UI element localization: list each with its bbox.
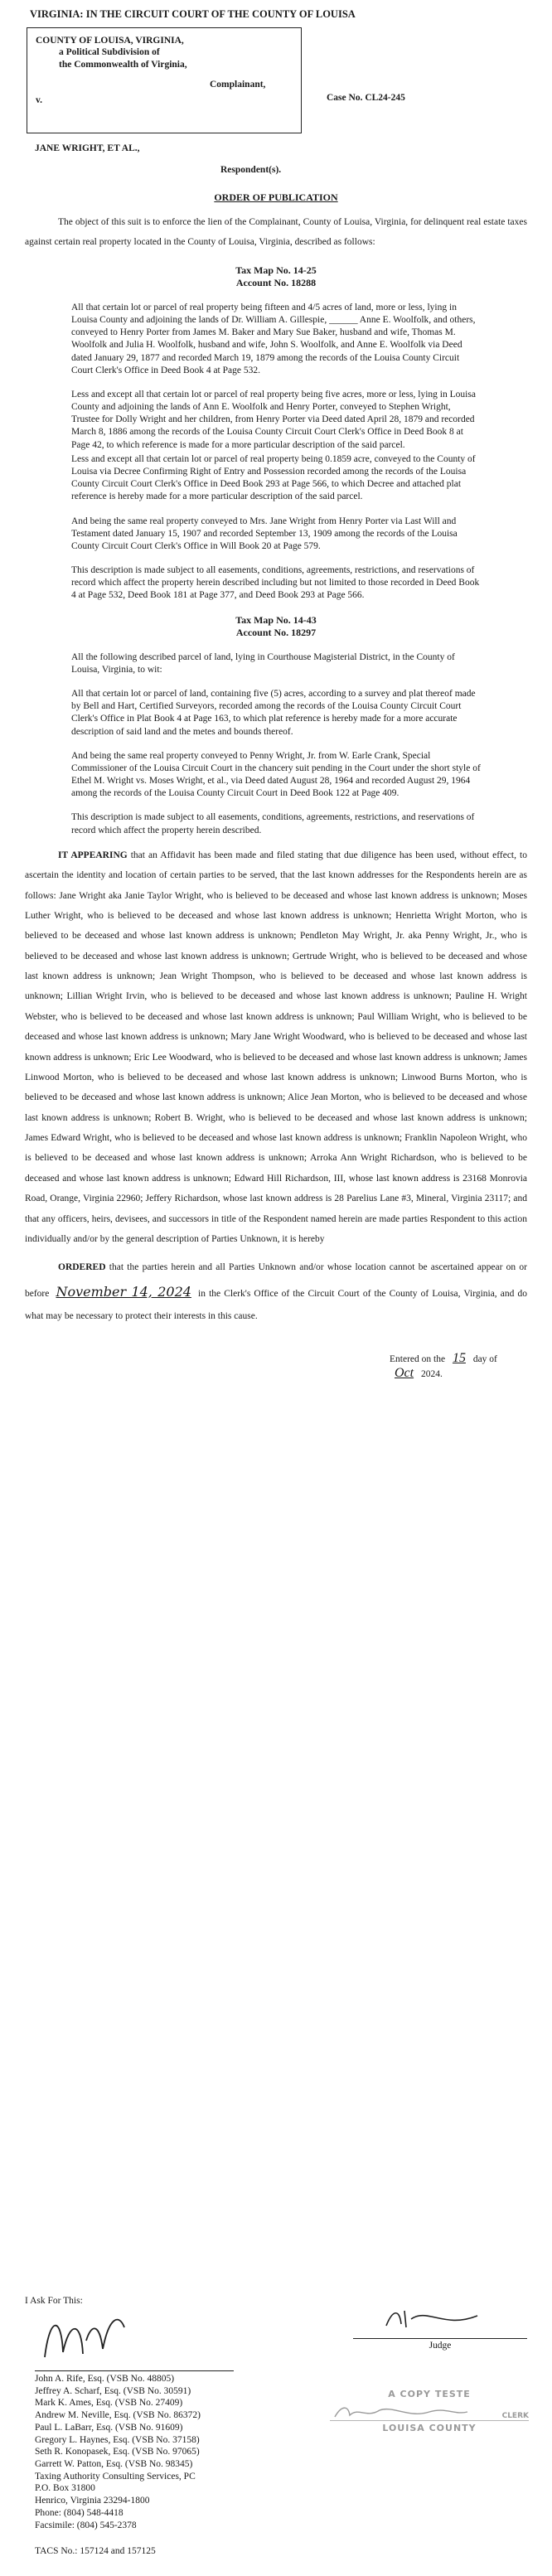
parcel1-desc-1: All that certain lot or parcel of real property being fifteen and 4/5 acres of land, more or less, lying in Louisa County and adjoining the lands of Dr. William A. Gillespie, ______ Anne E. Woolfolk, and others, conveyed to Henry Porter from James M. Baker and Mary Sue Baker, husband and wife, Thomas M. Woolfolk and Julia H. Woolfolk, husband and wife, John S. Woolfolk, and Anne E. Woolfolk via Deed dated January 29, 1877 and recorded March 19, 1879 among the records of the Louisa County Circuit Court Clerk's Office in Deed Book 4 at Page 532.	[71, 302, 476, 375]
ordered-text-after: in the Clerk's Office of the Circuit Court of the County of Louisa, Virginia, and do what may be necessary to protect their interests in this cause.	[25, 1288, 527, 1321]
complainant-name: COUNTY OF LOUISA, VIRGINIA,	[36, 36, 184, 46]
parcel2-map: Tax Map No. 14-43	[235, 613, 317, 626]
counsel-line: Gregory L. Haynes, Esq. (VSB No. 37158)	[35, 2434, 200, 2445]
stamp-title: A COPY TESTE	[388, 2389, 471, 2399]
clerk-signature-image	[330, 2404, 471, 2420]
parcel1-desc-2: Less and except all that certain lot or parcel of real property being five acres, more or less, lying in Louisa County and adjoining the lands of Ann E. Woolfolk and Henry Porter, conveyed to Stephen Wright, Trustee for Dolly Wright and her children, from Henry Porter via Deed dated April 28, 1879 and recorded March 8, 1886 among the records of the Louisa County Circuit Court Clerk's Office in Deed Book 8 at Page 42, to which reference is made for a more particular description of the said parcel.	[71, 389, 476, 450]
it-appearing-paragraph	[25, 845, 527, 1250]
parcel2-desc-1: All the following described parcel of land, lying in Courthouse Magisterial District, in the County of Louisa, Virginia, to wit:	[71, 651, 455, 675]
stamp-county: LOUISA COUNTY	[382, 2423, 477, 2433]
defendant-name: JANE WRIGHT, ET AL.,	[35, 143, 140, 153]
counsel-line: Facsimile: (804) 545-2378	[35, 2520, 137, 2530]
judge-signature-image	[353, 2304, 527, 2332]
it-appearing-lead: IT APPEARING	[58, 850, 128, 860]
parcel1-heading	[25, 264, 527, 290]
complainant-desc-2: the Commonwealth of Virginia,	[59, 59, 187, 70]
order-title: ORDER OF PUBLICATION	[214, 191, 338, 203]
stamp-clerk-label: CLERK	[501, 2412, 529, 2420]
counsel-line: P.O. Box 31800	[35, 2483, 95, 2494]
case-caption-box	[27, 27, 302, 133]
entered-month: Oct	[395, 1365, 414, 1380]
counsel-line: Phone: (804) 548-4418	[35, 2507, 123, 2518]
it-appearing-text: that an Affidavit has been made and filed stating that due diligence has been used, without effect, to ascertain the identity and location of certain parties to be served, that the last known addresses for the Respondents herein are as follows: Jane Wright aka Janie Taylor Wright, who is believed to be deceased and whose last known address is unknown; Moses Luther Wright, who is believed to be deceased and whose last known address is unknown; Henrietta Wright Morton, who is believed to be deceased and whose last known address is unknown; Pendleton May Wright, Jr. aka Penny Wright, Jr., who is believed to be deceased and whose last known address is unknown; Gertrude Wright, who is believed to be deceased and whose last known address is unknown; Jean Wright Thompson, who is believed to be deceased and whose last known address is unknown; Lillian Wright Irvin, who is believed to be deceased and whose last known address is unknown; Pauline H. Wright Webster, who is believed to be deceased and whose last known address is unknown; Paul William Wright, who is believed to be deceased and whose last known address is unknown; Mary Jane Wright Woodward, who is believed to be deceased and whose last known address is unknown; Eric Lee Woodward, who is believed to be deceased and whose last known address is unknown; James Linwood Morton, who is believed to be deceased and whose last known address is unknown; Linwood Burns Morton, who is believed to be deceased and whose last known address is unknown; Alice Jean Morton, who is believed to be deceased and whose last known address is unknown; Robert B. Wright, who is believed to be deceased and whose last known address is unknown; James Edward Wright, who is believed to be deceased and whose last known address is unknown; Franklin Napoleon Wright, who is believed to be deceased and whose last known address is unknown; Arroka Ann Wright Richardson, who is believed to be deceased and whose last known address is unknown; Edward Hill Richardson, III, whose last known address is 23168 Monrovia Road, Orange, Virginia 22960; Jeffery Richardson, whose last known address is 28 Parelius Lane #3, Mineral, Virginia 23117; and that any officers, heirs, devisees, and successors in title of the Respondent named herein are made parties Respondent to this action individually and/or by the general description of Parties Unknown, it is hereby	[25, 850, 527, 1244]
court-header: VIRGINIA: IN THE CIRCUIT COURT OF THE COUNTY OF LOUISA	[30, 8, 356, 20]
counsel-block	[35, 2370, 234, 2531]
parcel1-desc-4: And being the same real property conveyed to Mrs. Jane Wright from Henry Porter via Last Will and Testament dated January 15, 1907 and recorded September 13, 1909 among the records of the Louisa County Circuit Court Clerk's Office in Will Book 20 at Page 579.	[71, 516, 458, 551]
ask-for-this-label: I Ask For This:	[25, 2296, 83, 2306]
counsel-line: Mark K. Ames, Esq. (VSB No. 27409)	[35, 2398, 183, 2409]
complainant-desc-1: a Political Subdivision of	[59, 47, 160, 58]
handwritten-appearance-date: November 14, 2024	[56, 1283, 191, 1300]
case-number: Case No. CL24-245	[327, 93, 405, 103]
entered-mid: day of	[472, 1353, 497, 1364]
entered-line	[390, 1351, 527, 1381]
counsel-line: Henrico, Virginia 23294-1800	[35, 2496, 150, 2506]
parcel1-desc-5: This description is made subject to all easements, conditions, agreements, restrictions, and reservations of record which affect the property herein described including but not limited to those recorded in Deed Book 4 at Page 532, Deed Book 181 at Page 377, and Deed Book 293 at Page 566.	[71, 565, 480, 601]
ordered-paragraph	[25, 1257, 527, 1326]
judge-signature-block	[353, 2304, 527, 2351]
parcel2-desc-3: And being the same real property conveyed to Penny Wright, Jr. from W. Earle Crank, Special Commissioner of the Louisa Circuit Court in the chancery suit pending in the Court under the short style of Ethel M. Wright vs. Moses Wright, et al., via Deed dated August 28, 1964 and recorded August 29, 1964 among the records of the Louisa County Circuit Court in Deed Book 122 at Page 409.	[71, 750, 481, 799]
counsel-line: John A. Rife, Esq. (VSB No. 48805)	[35, 2374, 175, 2384]
entered-prefix: Entered on the	[390, 1353, 446, 1364]
stamp-signature-line	[330, 2404, 529, 2421]
parcel1-account: Account No. 18288	[235, 277, 317, 289]
parcel2-account: Account No. 18297	[235, 627, 317, 639]
counsel-line: Seth R. Konopasek, Esq. (VSB No. 97065)	[35, 2447, 200, 2457]
tacs-number: TACS No.: 157124 and 157125	[35, 2546, 156, 2556]
counsel-line: Paul L. LaBarr, Esq. (VSB No. 91609)	[35, 2422, 183, 2433]
counsel-line: Jeffrey A. Scharf, Esq. (VSB No. 30591)	[35, 2385, 191, 2396]
counsel-line: Garrett W. Patton, Esq. (VSB No. 98345)	[35, 2459, 193, 2470]
ordered-lead: ORDERED	[58, 1262, 106, 1273]
ordered-text-before: that the parties herein and all Parties Unknown and/or whose location cannot be ascertained appear on or before	[25, 1262, 527, 1299]
complainant-label: Complainant,	[210, 80, 266, 90]
judge-signature-line	[353, 2338, 527, 2339]
entered-year: 2024.	[420, 1368, 443, 1379]
copy-teste-stamp	[330, 2389, 529, 2433]
parcel2-desc-2: All that certain lot or parcel of land, containing five (5) acres, according to a survey and plat thereof made by Bell and Hart, Certified Surveyors, recorded among the records of the Louisa County Circuit Court Clerk's Office in Plat Book 4 at Page 163, to which plat reference is hereby made for a more accurate description of said land and the metes and bounds thereof.	[71, 689, 476, 737]
judge-label: Judge	[429, 2341, 452, 2351]
counsel-line: Taxing Authority Consulting Services, PC	[35, 2471, 196, 2482]
parcel2-heading	[25, 614, 527, 640]
attorney-signature-image	[33, 2307, 141, 2370]
parcel1-desc-3: Less and except all that certain lot or parcel of real property being 0.1859 acre, conveyed to the County of Louisa via Decree Confirming Right of Entry and Possession recorded among the records of the Louisa County Circuit Court Clerk's Office in Deed Book 293 at Page 566, to which Decree and attached plat reference is hereby made for a more particular description of the said parcel.	[71, 453, 476, 502]
parcel2-desc-4: This description is made subject to all easements, conditions, agreements, restrictions, and reservations of record which affect the property herein described.	[71, 812, 475, 835]
respondents-label: Respondent(s).	[220, 165, 282, 175]
entered-day: 15	[452, 1350, 466, 1365]
versus-label: v.	[36, 94, 42, 105]
intro-paragraph: The object of this suit is to enforce the lien of the Complainant, County of Louisa, Virginia, for delinquent real estate taxes against certain real property located in the County of Louisa, Virginia, described as follows:	[25, 217, 527, 248]
counsel-line: Andrew M. Neville, Esq. (VSB No. 86372)	[35, 2410, 201, 2421]
parcel1-map: Tax Map No. 14-25	[235, 264, 317, 276]
